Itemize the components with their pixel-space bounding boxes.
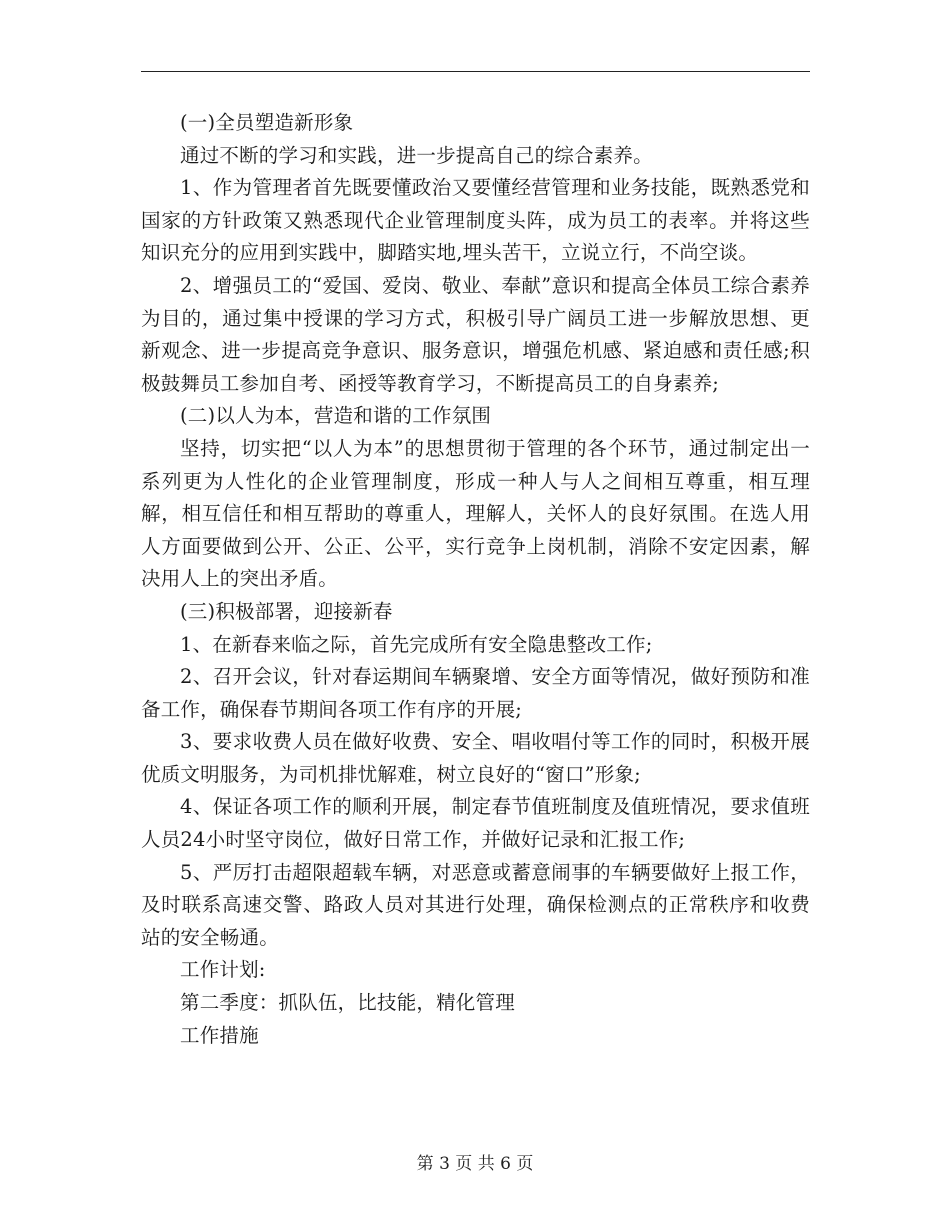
paragraph: 2、增强员工的“爱国、爱岗、敬业、奉献”意识和提高全体员工综合素养为目的，通过集中授课的学习方式，积极引导广阔员工进一步解放思想、更新观念、进一步提高竞争意识、服务意识，增强危机感、紧迫感和责任感;积极鼓舞员工参加自考、函授等教育学习，不断提高员工的自身素养;	[141, 273, 810, 395]
measures-label: 工作措施	[180, 1023, 259, 1047]
paragraph: 1、作为管理者首先既要懂政治又要懂经营管理和业务技能，既熟悉党和国家的方针政策又熟悉现代企业管理制度头阵，成为员工的表率。并将这些知识充分的应用到实践中，脚踏实地,埋头苦干，立说立行，不尚空谈。	[141, 176, 810, 265]
plan-label: 工作计划:	[180, 958, 266, 982]
paragraph: 2、召开会议，针对春运期间车辆聚增、安全方面等情况，做好预防和准备工作，确保春节期间各项工作有序的开展;	[141, 665, 810, 721]
section-heading-3: (三)积极部署，迎接新春	[180, 599, 393, 623]
paragraph: 3、要求收费人员在做好收费、安全、唱收唱付等工作的同时，积极开展优质文明服务，为司机排忧解难，树立良好的“窗口”形象;	[141, 730, 810, 786]
header-rule	[141, 71, 810, 72]
paragraph: 5、严厉打击超限超载车辆，对恶意或蓄意闹事的车辆要做好上报工作，及时联系高速交警、路政人员对其进行处理，确保检测点的正常秩序和收费站的安全畅通。	[141, 860, 810, 949]
document-body	[141, 107, 810, 1052]
section-heading-1: (一)全员塑造新形象	[180, 111, 354, 134]
section-heading-2: (二)以人为本，营造和谐的工作氛围	[180, 404, 492, 428]
paragraph: 4、保证各项工作的顺利开展，制定春节值班制度及值班情况，要求值班人员24小时坚守岗位，做好日常工作，并做好记录和汇报工作;	[141, 795, 810, 852]
paragraph: 1、在新春来临之际，首先完成所有安全隐患整改工作;	[180, 632, 653, 656]
paragraph: 通过不断的学习和实践，进一步提高自己的综合素养。	[180, 143, 653, 167]
paragraph: 坚持，切实把“以人为本”的思想贯彻于管理的各个环节，通过制定出一系列更为人性化的企业管理制度，形成一种人与人之间相互尊重，相互理解，相互信任和相互帮助的尊重人，理解人，关怀人的良好氛围。在选人用人方面要做到公开、公正、公平，实行竞争上岗机制，消除不安定因素，解决用人上的突出矛盾。	[141, 436, 810, 591]
quarter-plan: 第二季度：抓队伍，比技能，精化管理	[180, 991, 515, 1015]
page-footer: 第 3 页 共 6 页	[416, 1154, 534, 1174]
